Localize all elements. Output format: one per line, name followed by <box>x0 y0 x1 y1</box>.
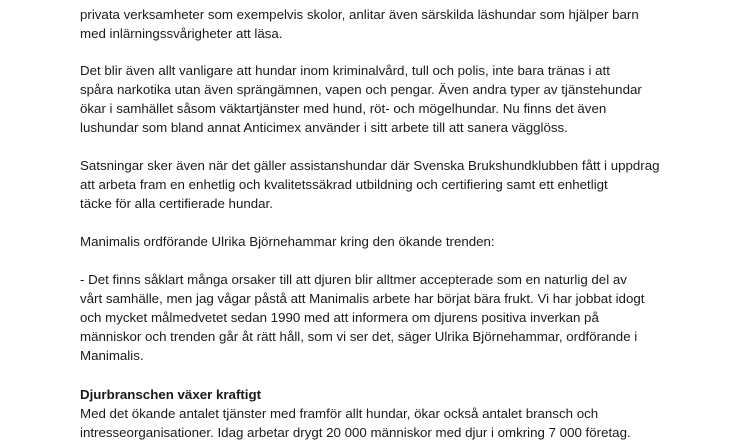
text-line: lushundar som bland annat Anticimex använder i sitt arbete till att sanera vägglöss. <box>80 120 568 135</box>
paragraph-chairperson-intro <box>80 232 720 251</box>
text-line: privata verksamheter som exempelvis skolor, anlitar även särskilda läshundar som hjälper barn <box>80 7 639 22</box>
text-line: Manimalis. <box>80 348 144 363</box>
text-line: - Det finns såklart många orsaker till att djuren blir alltmer accepterade som en naturlig del av <box>80 272 627 287</box>
text-line: Det blir även allt vanligare att hundar inom kriminalvård, tull och polis, inte bara tränas i att <box>80 63 610 78</box>
text-line: Satsningar sker även när det gäller assistanshundar där Svenska Brukshundklubben fått i uppdrag <box>80 158 660 173</box>
text-line: spåra narkotika utan även sprängämnen, vapen och pengar. Även andra typer av tjänstehundar <box>80 82 642 97</box>
text-line: Manimalis ordförande Ulrika Björnehammar kring den ökande trenden: <box>80 234 495 249</box>
text-line: ökar i samhället såsom väktartjänster med hund, röt- och mögelhundar. Nu finns det även <box>80 101 607 116</box>
paragraph-assistance-dogs <box>80 156 720 213</box>
paragraph-service-dogs <box>80 61 720 137</box>
document-content <box>80 5 720 442</box>
text-line: med inlärningssvårigheter att läsa. <box>80 26 283 41</box>
text-line: att arbeta fram en enhetlig och kvalitetssäkrad utbildning och certifiering samt ett enhetligt <box>80 177 608 192</box>
text-line: intresseorganisationer. Idag arbetar drygt 20 000 människor med djur i omkring 7 000 företag. <box>80 425 631 440</box>
text-line: människor och trenden går åt rätt håll, som vi ser det, säger Ulrika Björnehammar, ordförande i <box>80 329 638 344</box>
paragraph-industry-growth <box>80 404 720 442</box>
text-line: täcke för alla certifierade hundar. <box>80 196 273 211</box>
text-line: vårt samhälle, men jag vågar påstå att Manimalis arbete har börjat bära frukt. Vi har jobbat idogt <box>80 291 645 306</box>
text-line: och mycket målmedvetet sedan 1990 med att informera om djurens positiva inverkan på <box>80 310 599 325</box>
text-line: Med det ökande antalet tjänster med framför allt hundar, ökar också antalet bransch och <box>80 406 599 421</box>
section-heading: Djurbranschen växer kraftigt <box>80 387 262 402</box>
paragraph-quote <box>80 270 720 365</box>
paragraph-schools-reading-dogs <box>80 5 720 43</box>
